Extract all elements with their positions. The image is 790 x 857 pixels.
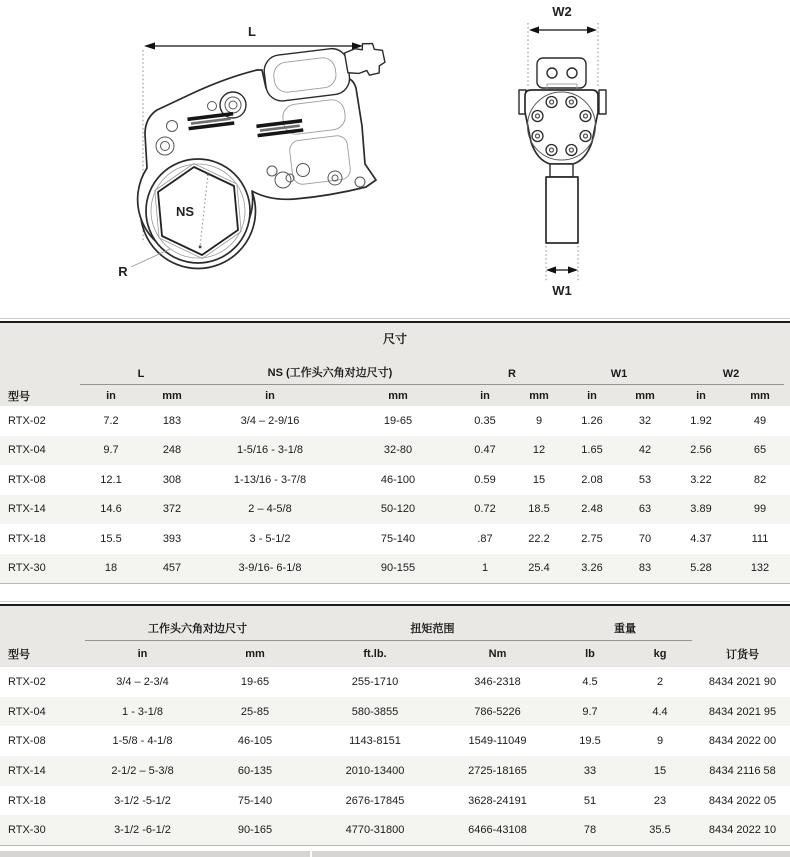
value-cell: 90-165 <box>237 824 273 837</box>
collar <box>550 164 573 177</box>
order-number-cell: 8434 2116 58 <box>709 764 776 777</box>
value-cell: 2-1/2 – 5-3/8 <box>111 764 174 777</box>
unit-column-header: lb <box>585 648 595 660</box>
value-cell: 1549-11049 <box>468 735 527 748</box>
value-cell: 25-85 <box>240 705 270 718</box>
value-cell: 83 <box>638 562 652 575</box>
value-cell: 15 <box>653 764 667 777</box>
column-group-header: 工作头六角对边尺寸 <box>148 623 247 635</box>
value-cell: 580-3855 <box>351 705 399 718</box>
value-cell: 65 <box>753 444 767 457</box>
handle-shaft <box>546 177 578 243</box>
dim-label-r: R <box>118 264 128 279</box>
value-cell: 1143-8151 <box>349 735 401 748</box>
section-divider-band <box>312 851 790 857</box>
value-cell: 4.37 <box>690 532 712 545</box>
table-row <box>0 697 790 727</box>
value-cell: 6466-43108 <box>468 824 527 837</box>
hose-nipple <box>344 41 387 78</box>
value-cell: 1.65 <box>581 444 603 457</box>
value-cell: 2.75 <box>581 532 603 545</box>
value-cell: 49 <box>753 414 767 427</box>
value-cell: 90-155 <box>380 562 416 575</box>
wrench-front-view-drawing <box>503 0 625 305</box>
model-cell: RTX-04 <box>8 705 46 718</box>
model-column-header: 型号 <box>8 390 30 403</box>
unit-column-header: mm <box>635 389 655 402</box>
value-cell: 1 <box>481 562 489 575</box>
column-group-header: 扭矩范围 <box>410 623 455 635</box>
value-cell: 346-2318 <box>474 675 521 688</box>
unit-column-header: kg <box>653 648 667 660</box>
unit-column-header: in <box>587 389 597 402</box>
table-row <box>0 815 790 845</box>
column-group-header: 重量 <box>614 623 636 635</box>
table-row <box>0 554 790 584</box>
dimensions-table-header <box>0 323 790 406</box>
value-cell: 5.28 <box>690 562 712 575</box>
value-cell: 19.5 <box>579 735 601 748</box>
value-cell: 0.35 <box>474 414 496 427</box>
value-cell: 19-65 <box>240 675 270 688</box>
value-cell: 3/4 – 2-9/16 <box>240 414 300 427</box>
unit-column-header: mm <box>388 389 408 402</box>
order-info-table-body <box>0 667 790 845</box>
dim-label-l: L <box>248 24 256 39</box>
wrench-side-view-svg <box>95 6 395 306</box>
order-number-cell: 8434 2021 95 <box>708 705 777 718</box>
value-cell: 70 <box>638 532 652 545</box>
value-cell: 183 <box>162 414 182 427</box>
value-cell: 393 <box>162 532 182 545</box>
order-number-cell: 8434 2022 05 <box>708 794 777 807</box>
model-cell: RTX-14 <box>8 503 46 516</box>
table-row <box>0 436 790 466</box>
value-cell: .87 <box>477 532 493 545</box>
value-cell: 1.92 <box>690 414 712 427</box>
value-cell: 12.1 <box>100 473 122 486</box>
value-cell: 75-140 <box>237 794 273 807</box>
table-row <box>0 465 790 495</box>
value-cell: 7.2 <box>103 414 119 427</box>
value-cell: 1 - 3-1/8 <box>122 705 163 718</box>
value-cell: 99 <box>753 503 767 516</box>
value-cell: 32 <box>638 414 652 427</box>
value-cell: 9 <box>535 414 543 427</box>
table-row <box>0 726 790 756</box>
value-cell: 15.5 <box>100 532 122 545</box>
unit-column-header: mm <box>162 389 182 402</box>
value-cell: 0.59 <box>474 473 496 486</box>
value-cell: 248 <box>162 444 182 457</box>
value-cell: 2676-17845 <box>345 794 405 807</box>
value-cell: 78 <box>583 824 597 837</box>
unit-header-row <box>0 385 790 406</box>
model-cell: RTX-04 <box>8 444 46 457</box>
value-cell: 3-1/2 -5-1/2 <box>114 794 171 807</box>
value-cell: 51 <box>583 794 597 807</box>
model-cell: RTX-08 <box>8 735 46 748</box>
table-row <box>0 756 790 786</box>
value-cell: 75-140 <box>380 532 416 545</box>
order-number-cell: 8434 2021 90 <box>708 675 777 688</box>
unit-header-row <box>0 641 790 667</box>
dim-label-w1: W1 <box>552 283 572 298</box>
unit-column-header: in <box>106 389 116 402</box>
value-cell: 4770-31800 <box>345 824 405 837</box>
value-cell: 1-13/16 - 3-7/8 <box>233 473 307 486</box>
value-cell: 82 <box>753 473 767 486</box>
unit-column-header: in <box>265 389 275 402</box>
value-cell: 19-65 <box>383 414 413 427</box>
model-cell: RTX-30 <box>8 824 46 837</box>
value-cell: 9.7 <box>582 705 598 718</box>
value-cell: 3/4 – 2-3/4 <box>116 675 169 688</box>
group-header-row <box>0 353 790 384</box>
value-cell: 1-5/16 - 3-1/8 <box>236 444 304 457</box>
value-cell: 32-80 <box>383 444 413 457</box>
unit-column-header: in <box>137 648 148 660</box>
value-cell: 2 – 4-5/8 <box>248 503 292 516</box>
column-group-header: W1 <box>610 368 628 380</box>
wrench-front-view-svg <box>503 0 625 300</box>
value-cell: 3.89 <box>690 503 712 516</box>
arrowhead-left <box>144 42 155 49</box>
dimensions-table-title: 尺寸 <box>382 331 407 346</box>
model-cell: RTX-30 <box>8 562 46 575</box>
value-cell: 46-100 <box>380 473 416 486</box>
model-cell: RTX-18 <box>8 794 46 807</box>
unit-column-header: ft.lb. <box>363 648 387 660</box>
column-group-header: W2 <box>722 368 740 380</box>
side-ear <box>599 90 606 114</box>
wrench-side-view-drawing <box>95 6 395 311</box>
value-cell: 132 <box>750 562 770 575</box>
swivel-connector <box>262 41 388 102</box>
order-info-table-header <box>0 606 790 667</box>
unit-column-header: mm <box>750 389 770 402</box>
table-row <box>0 524 790 554</box>
value-cell: 63 <box>638 503 652 516</box>
unit-column-header: in <box>480 389 490 402</box>
table-row <box>0 667 790 697</box>
value-cell: 60-135 <box>237 764 273 777</box>
value-cell: 255-1710 <box>351 675 399 688</box>
group-header-row <box>0 606 790 640</box>
value-cell: 372 <box>162 503 182 516</box>
value-cell: 457 <box>162 562 182 575</box>
unit-column-header: mm <box>245 648 265 660</box>
value-cell: 2.08 <box>581 473 603 486</box>
value-cell: 12 <box>532 444 546 457</box>
value-cell: 2 <box>656 675 664 688</box>
value-cell: 46-105 <box>237 735 273 748</box>
value-cell: 1-5/8 - 4-1/8 <box>112 735 173 748</box>
order-number-cell: 8434 2022 10 <box>708 824 777 837</box>
value-cell: 35.5 <box>649 824 671 837</box>
value-cell: 18 <box>104 562 118 575</box>
model-column-header: 型号 <box>8 649 30 661</box>
value-cell: 2.56 <box>690 444 712 457</box>
order-number-cell: 8434 2022 00 <box>708 735 777 748</box>
value-cell: 22.2 <box>528 532 550 545</box>
value-cell: 0.72 <box>474 503 496 516</box>
table-row <box>0 786 790 816</box>
value-cell: 9.7 <box>103 444 119 457</box>
value-cell: 15 <box>532 473 546 486</box>
model-cell: RTX-18 <box>8 532 46 545</box>
value-cell: 9 <box>656 735 664 748</box>
value-cell: 50-120 <box>380 503 416 516</box>
dimensions-table <box>0 321 790 584</box>
swivel-body <box>262 47 351 103</box>
column-group-header: R <box>508 368 516 380</box>
hex-opening <box>146 159 250 263</box>
value-cell: 1.26 <box>581 414 603 427</box>
unit-column-header: Nm <box>488 648 507 660</box>
value-cell: 4.4 <box>652 705 668 718</box>
table-row <box>0 406 790 436</box>
value-cell: 2.48 <box>581 503 603 516</box>
value-cell: 33 <box>583 764 597 777</box>
value-cell: 25.4 <box>528 562 550 575</box>
value-cell: 14.6 <box>100 503 122 516</box>
column-group-header: L <box>137 368 145 380</box>
model-cell: RTX-08 <box>8 473 46 486</box>
drive-head-body <box>525 90 598 164</box>
value-cell: 3 - 5-1/2 <box>249 532 291 545</box>
value-cell: 3.22 <box>690 473 712 486</box>
value-cell: 3628-24191 <box>468 794 527 807</box>
dim-label-ns: NS <box>175 204 195 219</box>
value-cell: 3-1/2 -6-1/2 <box>114 824 171 837</box>
model-cell: RTX-14 <box>8 764 46 777</box>
column-group-header: NS (工作头六角对边尺寸) <box>267 367 393 379</box>
value-cell: 4.5 <box>582 675 598 688</box>
unit-column-header: mm <box>529 389 549 402</box>
value-cell: 42 <box>638 444 652 457</box>
value-cell: 111 <box>751 532 769 545</box>
value-cell: 53 <box>638 473 652 486</box>
unit-column-header: in <box>696 389 706 402</box>
order-column-header: 订货号 <box>726 649 759 661</box>
dim-label-w2: W2 <box>552 4 572 19</box>
value-cell: 3-9/16- 6-1/8 <box>238 562 302 575</box>
value-cell: 23 <box>653 794 667 807</box>
order-info-table <box>0 604 790 846</box>
table-row <box>0 495 790 525</box>
dimensions-table-body <box>0 406 790 583</box>
value-cell: 308 <box>162 473 182 486</box>
value-cell: 3.26 <box>581 562 603 575</box>
value-cell: 18.5 <box>528 503 550 516</box>
value-cell: 0.47 <box>474 444 496 457</box>
value-cell: 2010-13400 <box>345 764 405 777</box>
model-cell: RTX-02 <box>8 675 46 688</box>
mounting-tab <box>537 58 586 88</box>
section-divider-band <box>0 851 310 857</box>
model-cell: RTX-02 <box>8 414 46 427</box>
value-cell: 786-5226 <box>474 705 521 718</box>
value-cell: 2725-18165 <box>468 764 527 777</box>
